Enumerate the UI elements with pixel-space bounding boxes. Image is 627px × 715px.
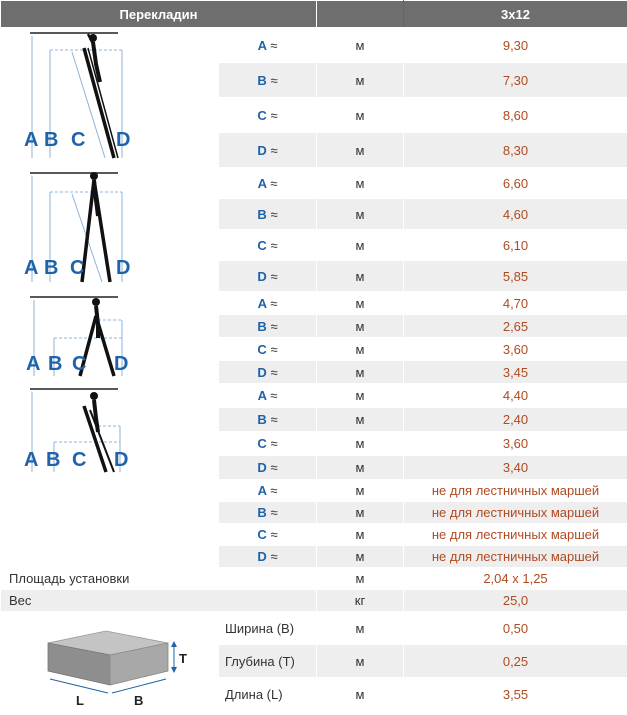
value-cell: 4,70 [404, 292, 627, 315]
weight-row [1, 590, 627, 612]
dimension-letter: C ≈ [219, 230, 317, 261]
dimension-letter: D ≈ [219, 261, 317, 292]
area-row [1, 568, 627, 590]
value-cell: 3,60 [404, 432, 627, 456]
unit-cell: м [317, 28, 404, 63]
dimension-letter: D ≈ [219, 361, 317, 384]
table-row [1, 292, 627, 315]
width-value: 0,50 [404, 612, 627, 645]
unit-cell: м [317, 408, 404, 432]
dimension-letter: B ≈ [219, 199, 317, 230]
figure-letter-c: C [69, 256, 84, 279]
unit-cell: м [317, 98, 404, 133]
ladder-leaning-figure [1, 384, 219, 480]
value-cell: 7,30 [404, 63, 627, 98]
unit-cell: м [317, 612, 404, 645]
weight-value: 25,0 [404, 590, 627, 612]
dimension-letter: C ≈ [219, 98, 317, 133]
unit-cell: кг [317, 590, 404, 612]
unit-cell: м [317, 645, 404, 678]
figure-letter-a: A [25, 352, 40, 375]
value-cell: 9,30 [404, 28, 627, 63]
figure-letter-a: A [23, 128, 38, 151]
figure-letter-d: D [115, 256, 130, 279]
unit-cell: м [317, 133, 404, 168]
empty-figure-cell [1, 480, 219, 568]
value-cell: 4,40 [404, 384, 627, 408]
figure-letter-c: C [70, 128, 85, 151]
dimension-letter: A ≈ [219, 168, 317, 199]
header-model: 3x12 [404, 1, 627, 28]
width-label: Ширина (B) [219, 612, 317, 645]
unit-cell: м [317, 168, 404, 199]
table-header [1, 1, 627, 28]
dimension-letter: B ≈ [219, 408, 317, 432]
area-label: Площадь установки [1, 568, 317, 590]
value-cell: 3,45 [404, 361, 627, 384]
ladder-leaning-icon [10, 386, 210, 478]
unit-cell: м [317, 502, 404, 524]
value-cell: не для лестничных маршей [404, 480, 627, 502]
unit-cell: м [317, 384, 404, 408]
unit-cell: м [317, 524, 404, 546]
ladder-extended-figure [1, 28, 219, 168]
figure-letter-a: A [23, 256, 38, 279]
package-figure [1, 612, 219, 711]
ladder-a-frame-extended-figure [1, 168, 219, 292]
package-box-icon [10, 613, 210, 709]
unit-cell: м [317, 480, 404, 502]
value-cell: 6,10 [404, 230, 627, 261]
dimension-letter: C ≈ [219, 338, 317, 361]
figure-letter-b: B [47, 352, 62, 375]
figure-letter-a: A [23, 448, 38, 471]
dimension-letter: D ≈ [219, 546, 317, 568]
value-cell: 2,40 [404, 408, 627, 432]
dimension-letter: D ≈ [219, 133, 317, 168]
weight-label: Вес [1, 590, 317, 612]
dimension-letter: B ≈ [219, 315, 317, 338]
ladder-extended-icon [10, 30, 210, 166]
figure-letter-b: B [43, 256, 58, 279]
dimension-letter: B ≈ [219, 502, 317, 524]
unit-cell: м [317, 230, 404, 261]
depth-value: 0,25 [404, 645, 627, 678]
value-cell: не для лестничных маршей [404, 524, 627, 546]
unit-cell: м [317, 315, 404, 338]
unit-cell: м [317, 63, 404, 98]
box-label-l: L [75, 693, 84, 708]
unit-cell: м [317, 338, 404, 361]
unit-cell: м [317, 292, 404, 315]
value-cell: 4,60 [404, 199, 627, 230]
value-cell: 6,60 [404, 168, 627, 199]
header-unit [317, 1, 404, 28]
value-cell: 8,60 [404, 98, 627, 133]
table-row [1, 480, 627, 502]
length-label: Длина (L) [219, 678, 317, 711]
value-cell: 3,40 [404, 456, 627, 480]
unit-cell: м [317, 361, 404, 384]
dimension-letter: D ≈ [219, 456, 317, 480]
unit-cell: м [317, 199, 404, 230]
unit-cell: м [317, 546, 404, 568]
value-cell: 2,65 [404, 315, 627, 338]
figure-letter-b: B [43, 128, 58, 151]
dimension-letter: A ≈ [219, 384, 317, 408]
table-row [1, 168, 627, 199]
value-cell: не для лестничных маршей [404, 502, 627, 524]
unit-cell: м [317, 432, 404, 456]
table-row [1, 612, 627, 645]
figure-letter-c: C [71, 352, 86, 375]
unit-cell: м [317, 678, 404, 711]
unit-cell: м [317, 261, 404, 292]
figure-letter-c: C [71, 448, 86, 471]
figure-letter-b: B [45, 448, 60, 471]
figure-letter-d: D [113, 448, 128, 471]
area-value: 2,04 x 1,25 [404, 568, 627, 590]
box-label-t: T [178, 651, 187, 666]
value-cell: 8,30 [404, 133, 627, 168]
figure-letter-d: D [113, 352, 128, 375]
dimension-letter: C ≈ [219, 524, 317, 546]
ladder-a-frame-extended-icon [10, 170, 210, 290]
depth-label: Глубина (T) [219, 645, 317, 678]
dimension-letter: A ≈ [219, 28, 317, 63]
unit-cell: м [317, 568, 404, 590]
header-title: Перекладин [1, 1, 317, 28]
unit-cell: м [317, 456, 404, 480]
figure-letter-d: D [115, 128, 130, 151]
length-value: 3,55 [404, 678, 627, 711]
ladder-a-frame-icon [10, 294, 210, 382]
ladder-a-frame-figure [1, 292, 219, 384]
value-cell: 5,85 [404, 261, 627, 292]
value-cell: 3,60 [404, 338, 627, 361]
dimension-letter: A ≈ [219, 292, 317, 315]
dimension-letter: A ≈ [219, 480, 317, 502]
dimension-letter: C ≈ [219, 432, 317, 456]
table-row [1, 384, 627, 408]
box-label-b: B [133, 693, 143, 708]
value-cell: не для лестничных маршей [404, 546, 627, 568]
table-row [1, 28, 627, 63]
dimension-letter: B ≈ [219, 63, 317, 98]
